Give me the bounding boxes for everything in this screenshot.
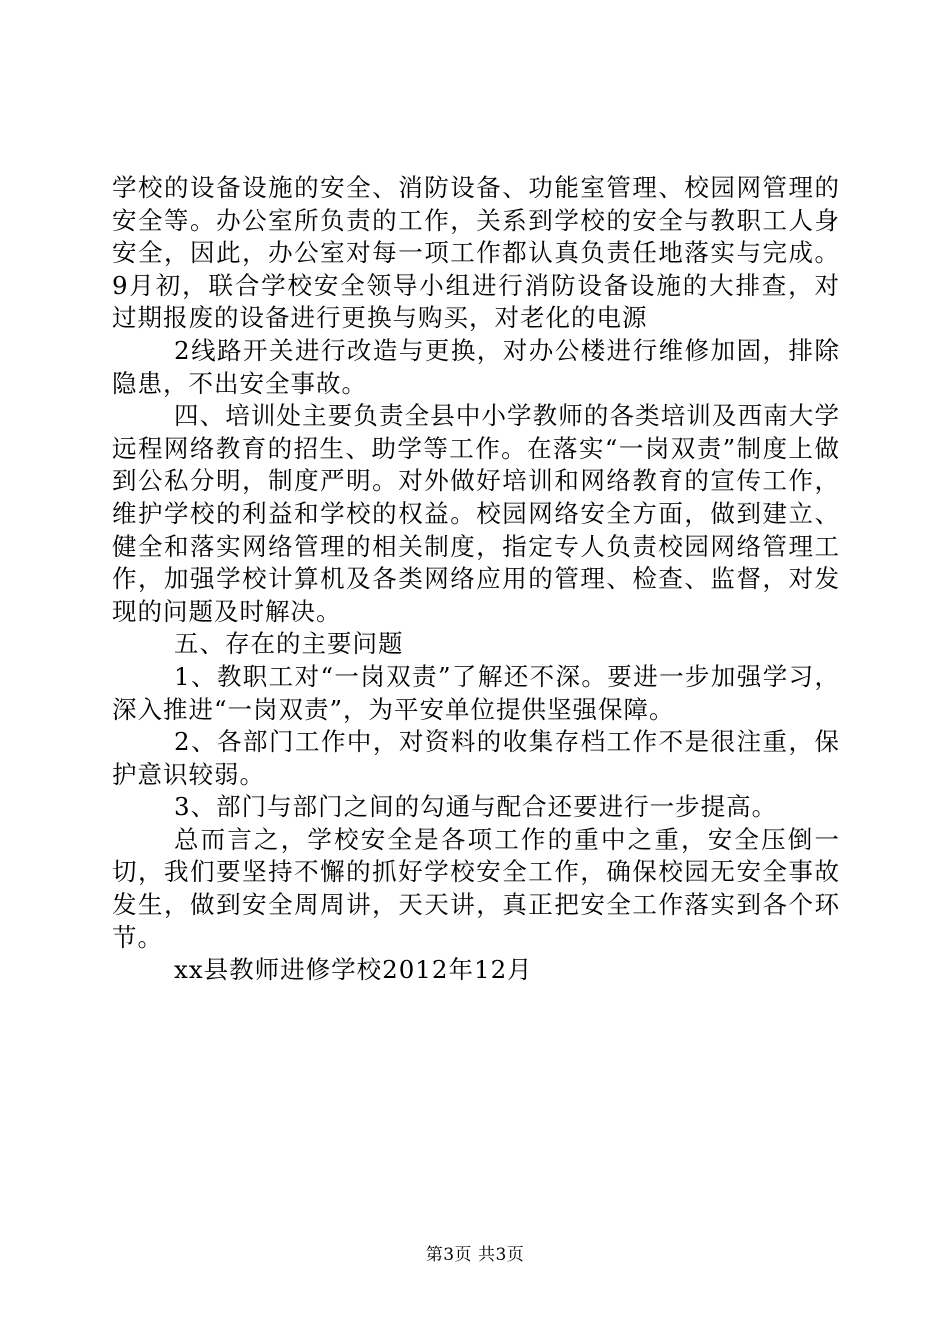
paragraph-continued: 学校的设备设施的安全、消防设备、功能室管理、校园网管理的安全等。办公室所负责的工作，关系到学校的安全与教职工人身安全，因此，办公室对每一项工作都认真负责任地落实与完成。9月初，联合学校安全领导小组进行消防设备设施的大排查，对过期报废的设备进行更换与购买，对老化的电源 [112, 173, 840, 333]
signature-line: xx县教师进修学校2012年12月 [174, 955, 533, 985]
problem-item-3: 3、部门与部门之间的勾通与配合还要进行一步提高。 [174, 792, 778, 822]
problem-item-2: 2、各部门工作中，对资料的收集存档工作不是很注重，保护意识较弱。 [112, 727, 840, 789]
page-footer: 第3页 共3页 [425, 1245, 525, 1265]
section-heading-problems: 五、存在的主要问题 [174, 629, 404, 659]
document-body [112, 172, 840, 987]
problem-item-1: 1、教职工对“一岗双责”了解还不深。要进一步加强学习，深入推进“一岗双责”，为平安单位提供坚强保障。 [112, 661, 840, 724]
paragraph-conclusion: 总而言之，学校安全是各项工作的重中之重，安全压倒一切，我们要坚持不懈的抓好学校安全工作，确保校园无安全事故发生，做到安全周周讲，天天讲，真正把安全工作落实到各个环节。 [112, 824, 840, 952]
paragraph-training-office: 四、培训处主要负责全县中小学教师的各类培训及西南大学远程网络教育的招生、助学等工作。在落实“一岗双责”制度上做到公私分明，制度严明。对外做好培训和网络教育的宣传工作，维护学校的利益和学校的权益。校园网络安全方面，做到建立、健全和落实网络管理的相关制度，指定专人负责校园网络管理工作，加强学校计算机及各类网络应用的管理、检查、监督，对发现的问题及时解决。 [112, 401, 840, 626]
paragraph-line-switch: 2线路开关进行改造与更换，对办公楼进行维修加固，排除隐患，不出安全事故。 [112, 335, 840, 398]
